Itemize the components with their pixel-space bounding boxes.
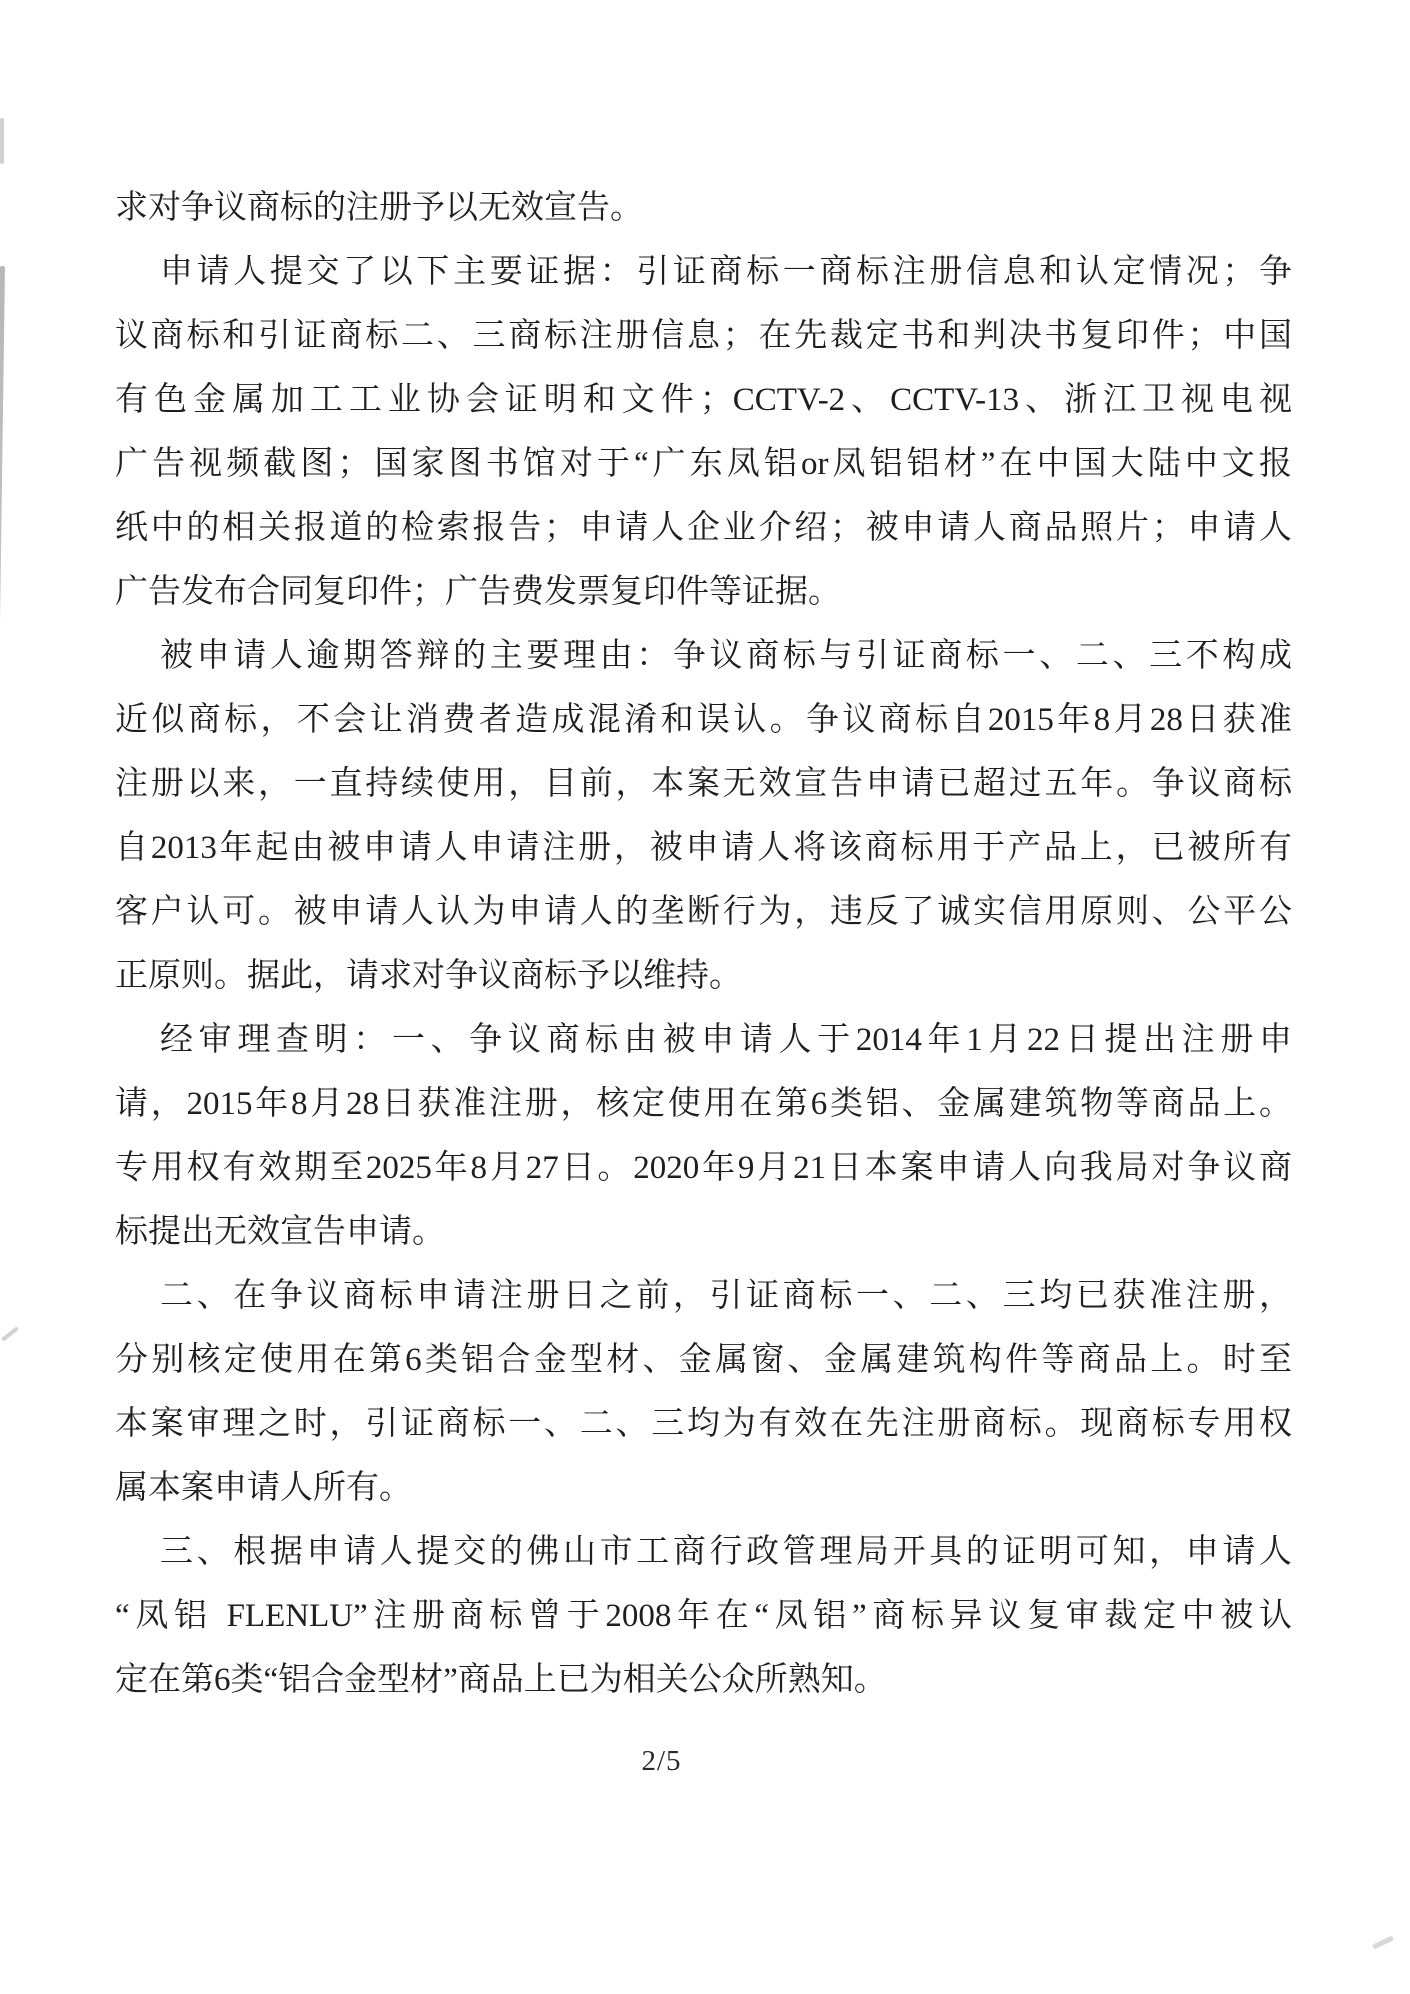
document-line: 客户认可。被申请人认为申请人的垄断行为，违反了诚实信用原则、公平公 (115, 894, 1292, 930)
page-number: 2/5 (641, 1745, 682, 1777)
document-line: 正原则。据此，请求对争议商标予以维持。 (115, 958, 742, 994)
document-line: “凤铝 FLENLU”注册商标曾于2008年在“凤铝”商标异议复审裁定中被认 (115, 1598, 1292, 1634)
document-line: 定在第6类“铝合金型材”商品上已为相关公众所熟知。 (115, 1662, 887, 1698)
document-line: 近似商标，不会让消费者造成混淆和误认。争议商标自2015年8月28日获准 (115, 702, 1292, 738)
document-line: 请，2015年8月28日获准注册，核定使用在第6类铝、金属建筑物等商品上。 (115, 1086, 1292, 1122)
scan-artifact-bottom-right (1372, 1936, 1394, 1950)
paragraph (115, 624, 1292, 1008)
document-line: 注册以来，一直持续使用，目前，本案无效宣告申请已超过五年。争议商标 (115, 766, 1292, 802)
document-line: 经审理查明：一、争议商标由被申请人于2014年1月22日提出注册申 (160, 1022, 1292, 1058)
paragraph (115, 176, 1292, 240)
document-line: 属本案申请人所有。 (115, 1470, 412, 1506)
document-line: 自2013年起由被申请人申请注册，被申请人将该商标用于产品上，已被所有 (115, 830, 1292, 866)
paragraph (115, 240, 1292, 624)
document-body (115, 176, 1292, 1712)
document-line: 求对争议商标的注册予以无效宣告。 (115, 190, 643, 226)
document-line: 议商标和引证商标二、三商标注册信息；在先裁定书和判决书复印件；中国 (115, 318, 1292, 354)
document-line: 申请人提交了以下主要证据：引证商标一商标注册信息和认定情况；争 (160, 254, 1292, 290)
document-line: 广告视频截图；国家图书馆对于“广东凤铝or凤铝铝材”在中国大陆中文报 (115, 446, 1292, 482)
scan-artifact-left-edge-top (0, 118, 4, 164)
document-line: 标提出无效宣告申请。 (115, 1214, 445, 1250)
page-footer (115, 1745, 1292, 1778)
paragraph (115, 1264, 1292, 1520)
document-line: 有色金属加工工业协会证明和文件；CCTV-2、CCTV-13、浙江卫视电视 (115, 382, 1292, 418)
scan-artifact-left-diagonal (1, 1326, 19, 1341)
document-line: 二、在争议商标申请注册日之前，引证商标一、二、三均已获准注册， (160, 1278, 1292, 1314)
document-line: 专用权有效期至2025年8月27日。2020年9月21日本案申请人向我局对争议商 (115, 1150, 1292, 1186)
document-line: 本案审理之时，引证商标一、二、三均为有效在先注册商标。现商标专用权 (115, 1406, 1292, 1442)
paragraph (115, 1008, 1292, 1264)
scan-artifact-left-edge-line (0, 266, 5, 891)
document-line: 被申请人逾期答辩的主要理由：争议商标与引证商标一、二、三不构成 (160, 638, 1292, 674)
document-line: 分别核定使用在第6类铝合金型材、金属窗、金属建筑构件等商品上。时至 (115, 1342, 1292, 1378)
document-line: 广告发布合同复印件；广告费发票复印件等证据。 (115, 574, 841, 610)
paragraph (115, 1520, 1292, 1712)
document-line: 三、根据申请人提交的佛山市工商行政管理局开具的证明可知，申请人 (160, 1534, 1292, 1570)
document-line: 纸中的相关报道的检索报告；申请人企业介绍；被申请人商品照片；申请人 (115, 510, 1292, 546)
